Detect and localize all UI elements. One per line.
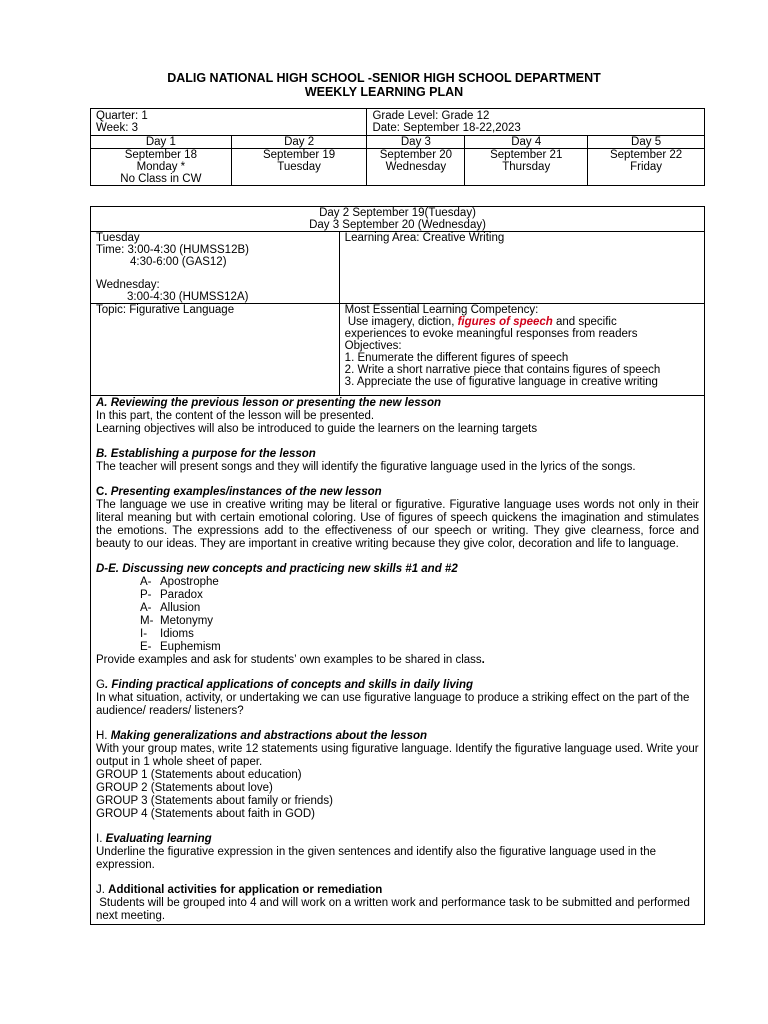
day-weekday: Friday [630, 161, 663, 173]
day-date: September 20 [379, 149, 453, 161]
section-j-heading [96, 884, 699, 897]
section-a-text1: In this part, the content of the lesson will be presented. [96, 410, 375, 422]
topic-cell [91, 304, 340, 396]
objective-item: 3. Appreciate the use of figurative language in creative writing [344, 376, 658, 388]
list-item: A- Apostrophe [140, 576, 219, 588]
section-i-prefix: I. [96, 833, 106, 845]
section-de-text-line: Provide examples and ask for students’ own examples to be shared in class. [96, 654, 485, 666]
melc-label: Most Essential Learning Competency: [344, 304, 539, 316]
day-note: No Class in CW [120, 173, 202, 185]
day-cell [465, 149, 588, 186]
learning-area-cell [339, 232, 704, 304]
melc-highlight: figures of speech [457, 316, 553, 328]
section-i-heading [96, 833, 699, 846]
grade-date-cell [367, 109, 705, 136]
section-c-title: Presenting examples/instances of the new lesson [110, 486, 382, 498]
section-h-heading [96, 730, 699, 743]
day-header: Day 4 [465, 136, 588, 149]
day-date: September 21 [490, 149, 563, 161]
list-item: M- Metonymy [140, 615, 214, 627]
day-header: Day 3 [367, 136, 465, 149]
sched-wednesday: Wednesday: [96, 279, 160, 291]
quarter: Quarter: 1 [96, 110, 148, 122]
list-item: P- Paradox [140, 589, 203, 601]
day-header: Day 2 [231, 136, 367, 149]
lesson-plan-table [90, 206, 705, 925]
learning-area: Learning Area: Creative Writing [344, 232, 505, 244]
plan-header [91, 207, 705, 232]
sched-time1: Time: 3:00-4:30 (HUMSS12B) [96, 244, 249, 256]
day-cell [91, 149, 232, 186]
section-i-title: Evaluating learning [105, 833, 212, 845]
section-j-prefix: J. [96, 884, 109, 896]
day-date: September 18 [124, 149, 197, 161]
section-c-heading [96, 486, 699, 499]
day-cell [367, 149, 465, 186]
plan-header-day3: Day 3 September 20 (Wednesday) [309, 219, 486, 231]
figures-list [96, 576, 699, 654]
quarter-week-cell [91, 109, 367, 136]
week: Week: 3 [96, 122, 138, 134]
date-range: Date: September 18-22,2023 [372, 122, 521, 134]
day-date: September 19 [262, 149, 336, 161]
section-a-title: A. Reviewing the previous lesson or presenting the new lesson [96, 397, 442, 409]
melc-line2: experiences to evoke meaningful responses from readers [344, 328, 638, 340]
melc-post: and specific [552, 316, 617, 328]
sched-time3: 3:00-4:30 (HUMSS12A) [127, 291, 249, 303]
day-cell [231, 149, 367, 186]
day-cell [588, 149, 705, 186]
day-date: September 22 [609, 149, 683, 161]
topic: Topic: Figurative Language [96, 304, 235, 316]
group-item: GROUP 3 (Statements about family or friends) [96, 795, 333, 807]
day-header: Day 1 [91, 136, 232, 149]
day-weekday: Tuesday [277, 161, 321, 173]
section-c-text: The language we use in creative writing may be literal or figurative. Figurative language uses words not only in their literal meaning but with certain emotional coloring. Use of figures of speech quickens the imagination and stimulates the emotions. The expressions add to the effectiveness of our speech or writing. They give clearness, force and beauty to our ideas. They are important in creative writing because they give color, decoration and life to language. [96, 499, 699, 550]
sched-time2: 4:30-6:00 (GAS12) [130, 256, 227, 268]
schedule-table [90, 108, 705, 186]
section-h-title: Making generalizations and abstractions about the lesson [110, 730, 428, 742]
objectives-label: Objectives: [344, 340, 402, 352]
section-h-text: With your group mates, write 12 statements using figurative language. Identify the figurative language used. Write your output in 1 whole sheet of paper. [96, 743, 699, 768]
list-item: A- Allusion [140, 602, 201, 614]
melc-cell [339, 304, 704, 396]
school-title: DALIG NATIONAL HIGH SCHOOL -SENIOR HIGH SCHOOL DEPARTMENT [167, 71, 601, 85]
plan-title: WEEKLY LEARNING PLAN [304, 85, 464, 99]
day-weekday: Thursday [502, 161, 551, 173]
section-j-title: Additional activities for application or remediation [108, 884, 383, 896]
day-weekday: Monday * [136, 161, 186, 173]
melc-line [345, 316, 699, 328]
group-item: GROUP 2 (Statements about love) [96, 782, 273, 794]
group-item: GROUP 4 (Statements about faith in GOD) [96, 808, 316, 820]
section-de-title: D-E. Discussing new concepts and practicing new skills #1 and #2 [96, 563, 458, 575]
list-item: I- Idioms [140, 628, 194, 640]
section-de-text: Provide examples and ask for students’ own examples to be shared in class [96, 654, 482, 666]
plan-header-day2: Day 2 September 19(Tuesday) [319, 207, 476, 219]
section-g-title: . Finding practical applications of concepts and skills in daily living [104, 679, 474, 691]
melc-pre: Use imagery, diction, [347, 316, 458, 328]
section-b-title: B. Establishing a purpose for the lesson [96, 448, 316, 460]
section-g-heading [96, 679, 699, 692]
section-g-text: In what situation, activity, or undertaking we can use figurative language to produce a striking effect on the part of the audience/ readers/ listeners? [96, 692, 690, 717]
procedure-cell [91, 396, 705, 925]
schedule-cell [91, 232, 340, 304]
section-b-text: The teacher will present songs and they will identify the figurative language used in the lyrics of the songs. [96, 461, 636, 473]
group-item: GROUP 1 (Statements about education) [96, 769, 302, 781]
section-h-prefix: H. [96, 730, 111, 742]
section-g-prefix: G [96, 679, 105, 691]
objective-item: 2. Write a short narrative piece that contains figures of speech [344, 364, 661, 376]
sched-tuesday: Tuesday [96, 232, 140, 244]
objective-item: 1. Enumerate the different figures of speech [344, 352, 569, 364]
list-item: E- Euphemism [140, 641, 221, 653]
section-c-prefix: C. [96, 486, 111, 498]
day-header: Day 5 [588, 136, 705, 149]
section-i-text: Underline the figurative expression in the given sentences and identify also the figurative language used in the expression. [96, 846, 657, 871]
section-a-text2: Learning objectives will also be introduced to guide the learners on the learning targets [96, 423, 538, 435]
section-j-text: Students will be grouped into 4 and will work on a written work and performance task to be submitted and performed next meeting. [96, 897, 694, 922]
day-weekday: Wednesday [385, 161, 447, 173]
grade-level: Grade Level: Grade 12 [372, 110, 490, 122]
